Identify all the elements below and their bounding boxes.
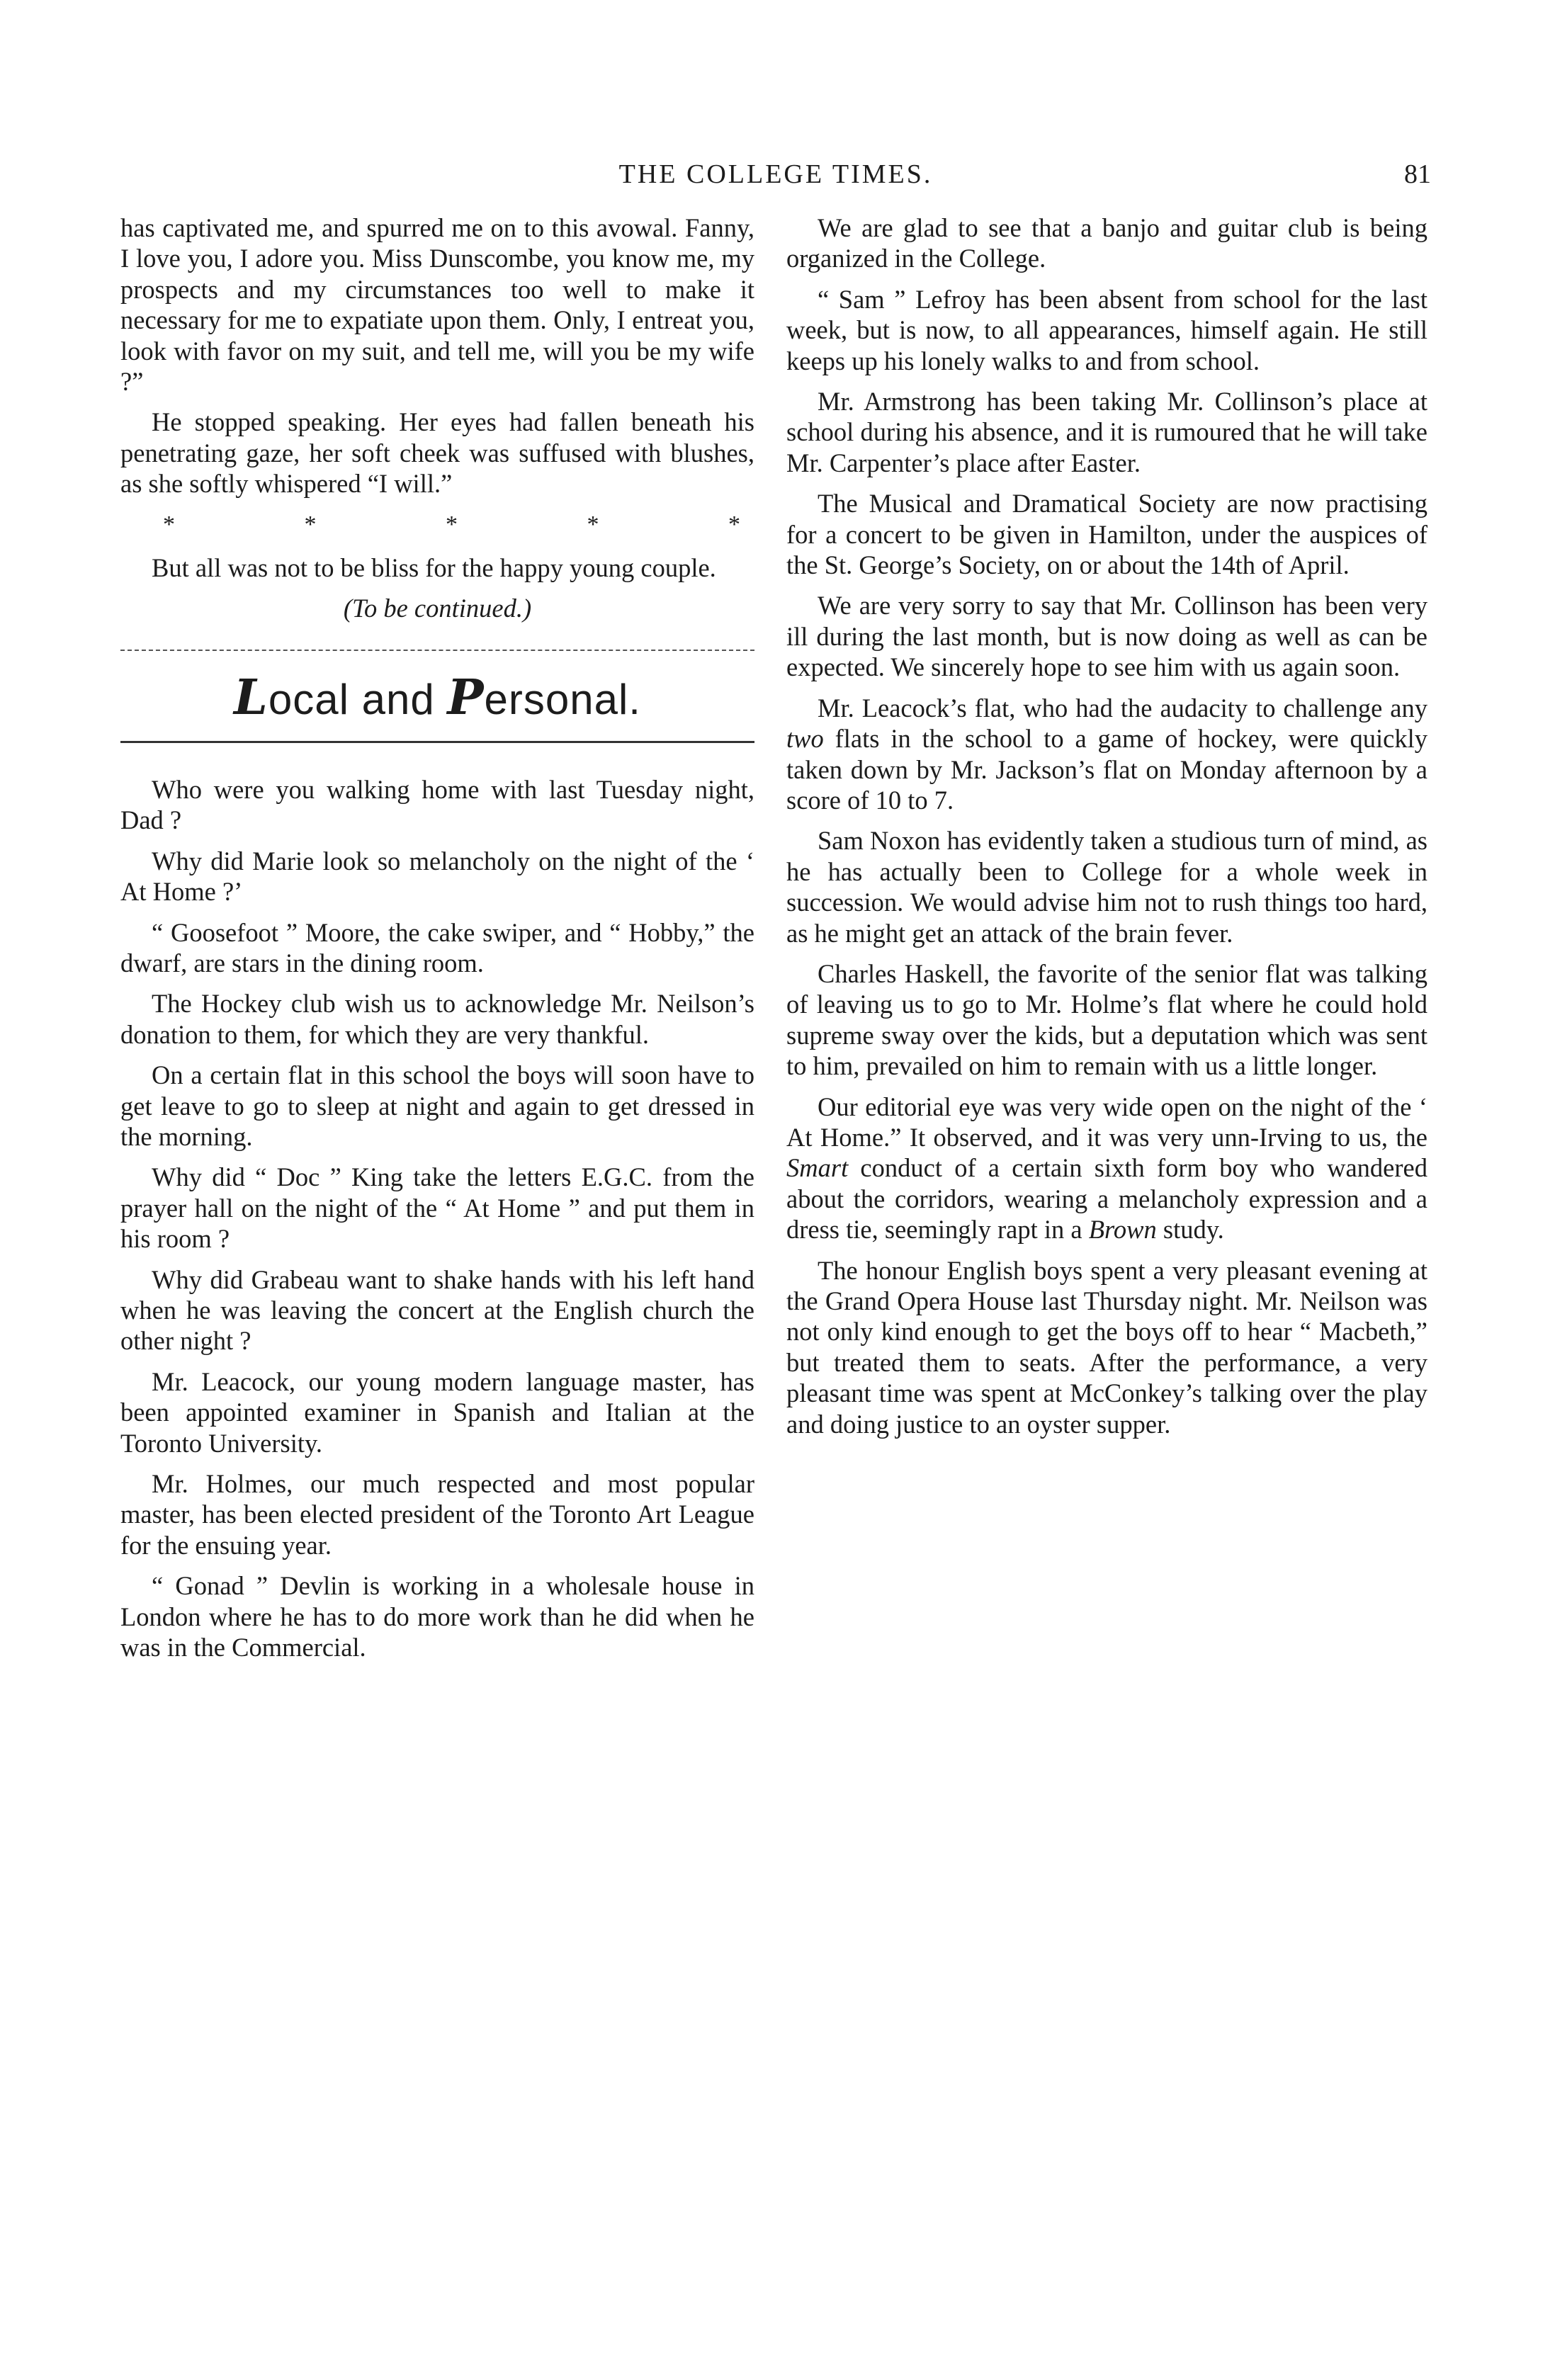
running-title: THE COLLEGE TIMES. <box>618 159 933 189</box>
emphasis: Smart <box>786 1153 849 1183</box>
star: * <box>304 511 317 538</box>
heading-initial: P <box>447 669 485 726</box>
news-item: Mr. Leacock, our young modern language master, has been appointed examiner in Spanish and Italian at the Toronto University. <box>120 1366 754 1458</box>
emphasis: Brown <box>1088 1215 1157 1245</box>
news-item: Why did “ Doc ” King take the letters E.G.C. from the prayer hall on the night of the “ At Home ” and put them in his room ? <box>120 1162 754 1254</box>
divider <box>120 650 754 651</box>
star: * <box>446 511 458 538</box>
story-paragraph: has captivated me, and spurred me on to this avowal. Fanny, I love you, I adore you. Miss Dunscombe, you know me, my prospects and my circumstances too well to make it necessary for me to expatiate upon them. Only, I entreat you, look with favor on my suit, and tell me, will you be my wife ?” <box>120 213 754 397</box>
heading-initial: L <box>234 669 268 726</box>
news-item: Why did Grabeau want to shake hands with his left hand when he was leaving the concert at the English church the other night ? <box>120 1264 754 1356</box>
news-item: The Hockey club wish us to acknowledge Mr. Neilson’s donation to them, for which they are very thankful. <box>120 989 754 1049</box>
star: * <box>163 511 175 538</box>
right-column <box>786 212 1427 1449</box>
text: study. <box>1156 1215 1224 1245</box>
page-number: 81 <box>1404 159 1431 189</box>
news-item: Charles Haskell, the favorite of the senior flat was talking of leaving us to go to Mr. Holme’s flat where he could hold supreme sway over the kids, but a deputation which was sent to him, prevailed on him to remain with us a little longer. <box>786 958 1427 1081</box>
news-item: Mr. Armstrong has been taking Mr. Collinson’s place at school during his absence, and it is rumoured that he will take Mr. Carpenter’s place after Easter. <box>786 387 1427 477</box>
story-paragraph: But all was not to be bliss for the happy young couple. <box>152 553 716 583</box>
text: Our editorial eye was very wide open on the night of the ‘ At Home.” It observed, and it was very unn-Irving to us, the <box>786 1092 1427 1152</box>
emphasis: two <box>786 724 824 754</box>
news-item: On a certain flat in this school the boys will soon have to get leave to go to sleep at night and again to get dressed in the morning. <box>120 1060 754 1151</box>
section-heading <box>120 669 754 726</box>
news-item: We are glad to see that a banjo and guitar club is being organized in the College. <box>786 213 1427 273</box>
section-break-stars <box>120 509 754 540</box>
news-item: “ Goosefoot ” Moore, the cake swiper, and “ Hobby,” the dwarf, are stars in the dining room. <box>120 917 754 978</box>
news-item: Mr. Holmes, our much respected and most popular master, has been elected president of the Toronto Art League for the ensuing year. <box>120 1469 754 1560</box>
star: * <box>728 511 740 538</box>
news-item: The honour English boys spent a very pleasant evening at the Grand Opera House last Thursday night. Mr. Neilson was not only kind enough to get the boys off to hear “ Macbeth,” but treated them to seats. After the performance, a very pleasant time was spent at McConkey’s talking over the play and doing justice to an oyster supper. <box>786 1255 1427 1439</box>
left-column <box>120 212 754 1672</box>
heading-text: ocal and <box>268 675 448 723</box>
news-item: Why did Marie look so melancholy on the night of the ‘ At Home ?’ <box>120 846 754 907</box>
continued-note: (To be continued.) <box>343 594 532 623</box>
news-item: Who were you walking home with last Tuesday night, Dad ? <box>120 774 754 835</box>
text: flats in the school to a game of hockey, were quickly taken down by Mr. Jackson’s flat on Monday afternoon by a score of 10 to 7. <box>786 724 1427 815</box>
star: * <box>587 511 599 538</box>
news-item: “ Sam ” Lefroy has been absent from school for the last week, but is now, to all appearances, himself again. He still keeps up his lonely walks to and from school. <box>786 284 1427 375</box>
news-item: “ Gonad ” Devlin is working in a wholesale house in London where he has to do more work than he did when he was in the Commercial. <box>120 1571 754 1662</box>
news-item: Sam Noxon has evidently taken a studious turn of mind, as he has actually been to College for a whole week in succession. We would advise him not to rush things too hard, as he might get an attack of the brain fever. <box>786 826 1427 948</box>
news-item <box>786 693 1427 816</box>
news-item: The Musical and Dramatical Society are now practising for a concert to be given in Hamilton, under the auspices of the St. George’s Society, on or about the 14th of April. <box>786 489 1427 580</box>
news-item: We are very sorry to say that Mr. Collinson has been very ill during the last month, but is now doing as well as can be expected. We sincerely hope to see him with us again soon. <box>786 591 1427 682</box>
divider <box>120 741 754 743</box>
running-head <box>120 157 1431 200</box>
story-paragraph: He stopped speaking. Her eyes had fallen beneath his penetrating gaze, her soft cheek was suffused with blushes, as she softly whispered “I will.” <box>120 407 754 499</box>
text: conduct of a certain sixth form boy who wandered about the corridors, wearing a melancholy expression and a dress tie, seemingly rapt in a <box>786 1153 1427 1245</box>
news-item <box>786 1092 1427 1245</box>
heading-text: ersonal. <box>484 675 641 723</box>
text: Mr. Leacock’s flat, who had the audacity to challenge any <box>818 693 1427 722</box>
